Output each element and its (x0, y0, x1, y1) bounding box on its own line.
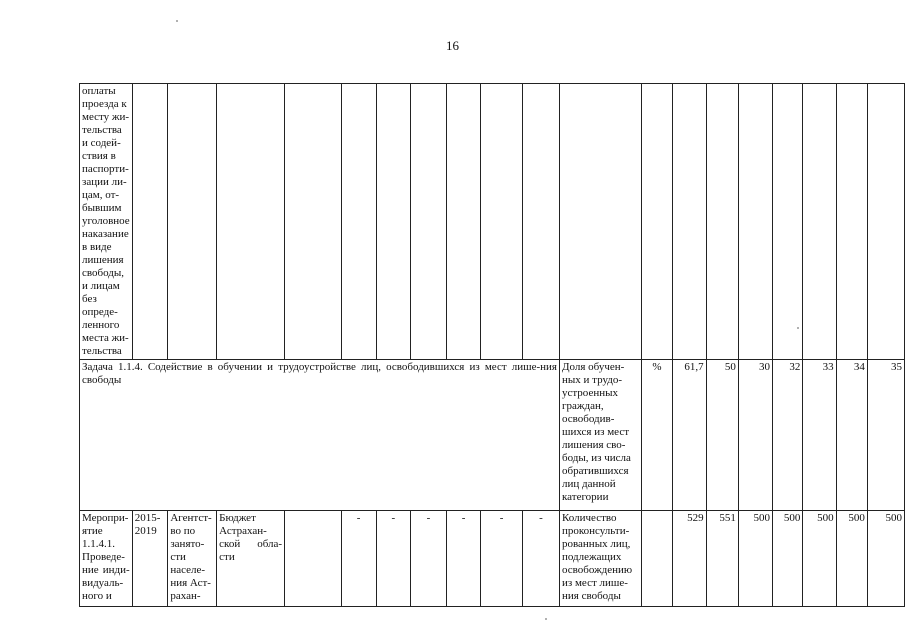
task-value-cell: 50 (706, 360, 738, 511)
measure-unit-cell (641, 511, 673, 607)
measure-dash-cell: - (481, 511, 523, 607)
measure-dash-cell: - (522, 511, 559, 607)
task-value-cell: 30 (738, 360, 772, 511)
table-row (80, 511, 905, 607)
page-number: 16 (446, 38, 459, 53)
scan-speck (797, 327, 799, 329)
measure-period-cell: 2015-2019 (132, 511, 168, 607)
table-row (80, 360, 905, 511)
measure-value-cell: 500 (867, 511, 904, 607)
measure-value-cell: 529 (673, 511, 706, 607)
task-title-cell: Задача 1.1.4. Содействие в обучении и трудоустройстве лиц, освободившихся из мест лише-ния свободы (80, 360, 560, 511)
measure-dash-cell: - (447, 511, 481, 607)
measure-executor-cell: Агентст-во по занято-сти населе-ния Аст-рахан- (168, 511, 217, 607)
table-row (80, 84, 905, 360)
measure-dash-cell: - (341, 511, 376, 607)
scan-speck (545, 618, 547, 620)
measure-value-cell: 500 (836, 511, 867, 607)
measure-dash-cell: - (376, 511, 410, 607)
measure-value-cell: 500 (773, 511, 803, 607)
task-unit-cell: % (641, 360, 673, 511)
measure-indicator-cell: Количество проконсульти-рованных лиц, подлежащих освобождению из мест лише-ния свободы (559, 511, 641, 607)
activity-description-cell: оплаты проезда к месту жи-тельства и содей-ствия в паспорти-зации ли-цам, от-бывшим уголовное наказание в виде лишения свободы, и лицам без опреде-ленного места жи-тельства (80, 84, 133, 360)
task-value-cell: 35 (867, 360, 904, 511)
task-value-cell: 33 (803, 360, 836, 511)
program-table (79, 83, 905, 607)
measure-value-cell: 500 (803, 511, 836, 607)
measure-dash-cell: - (410, 511, 446, 607)
measure-name-cell: Меропри-ятие 1.1.4.1. Проведе-ние инди-видуаль-ного и (80, 511, 133, 607)
task-value-cell: 61,7 (673, 360, 706, 511)
measure-value-cell: 551 (706, 511, 738, 607)
measure-source-cell: Бюджет Астрахан-ской обла-сти (217, 511, 285, 607)
task-value-cell: 32 (773, 360, 803, 511)
measure-value-cell: 500 (738, 511, 772, 607)
task-indicator-cell: Доля обучен-ных и трудо-устроенных граждан, освободив-шихся из мест лишения сво-боды, из числа обратившихся лиц данной категории (559, 360, 641, 511)
task-value-cell: 34 (836, 360, 867, 511)
scan-speck (176, 20, 178, 22)
